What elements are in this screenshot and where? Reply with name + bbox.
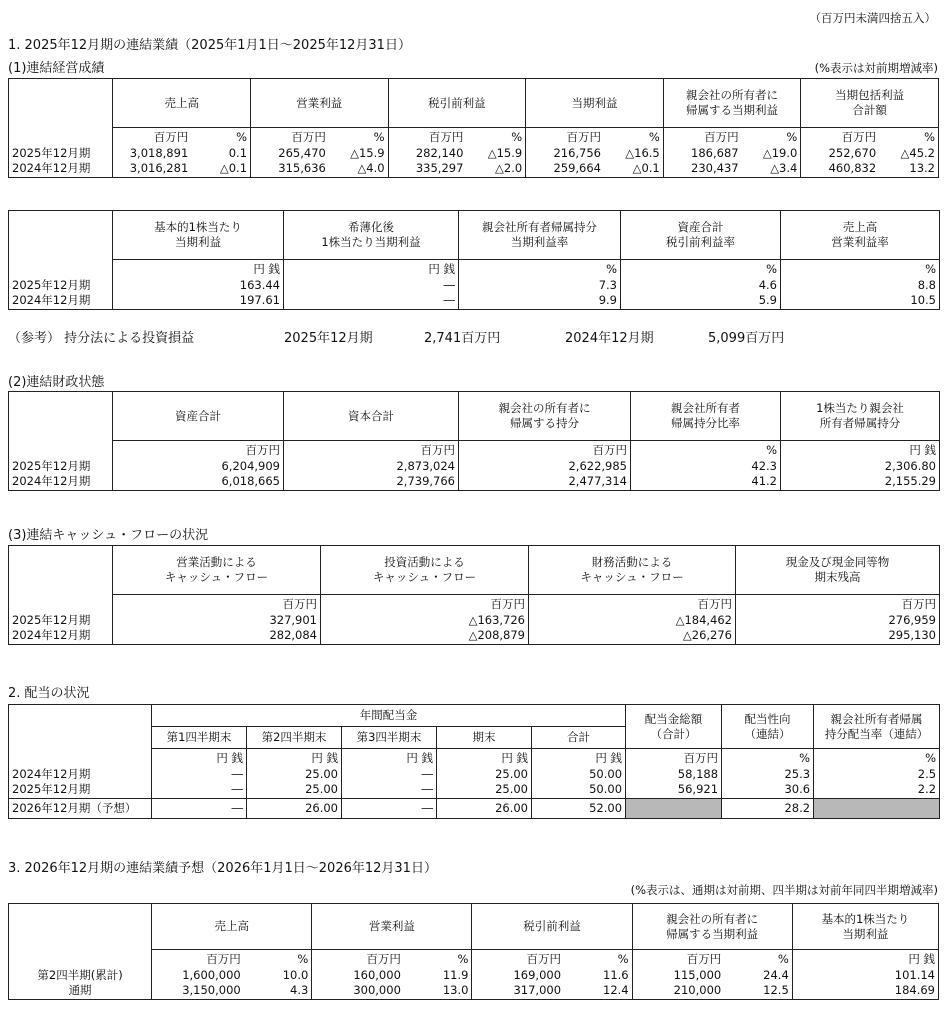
value-cell: △26,276: [529, 628, 736, 644]
cash-flow-table: [8, 545, 940, 645]
percent-note: (%表示は対前期増減率): [814, 61, 938, 75]
row-label: 2025年12月期: [9, 277, 113, 293]
corner-cell: [9, 546, 113, 595]
value-cell: [626, 798, 722, 818]
value-cell: 2,873,024: [284, 458, 459, 474]
value-cell: 230,437: [663, 161, 741, 177]
unit-cell: 百万円: [626, 749, 722, 767]
unit-cell: %: [781, 260, 940, 278]
unit-cell: 百万円: [529, 595, 736, 613]
value-cell: 25.00: [247, 766, 342, 782]
unit-cell: 百万円: [801, 128, 879, 146]
value-cell: △0.1: [191, 161, 250, 177]
row-label: 2024年12月期: [9, 628, 113, 644]
column-header: 税引前利益: [472, 904, 632, 950]
label-cell: [9, 441, 113, 459]
row-label: 2026年12月期（予想）: [9, 798, 152, 818]
value-cell: △184,462: [529, 612, 736, 628]
unit-cell: %: [621, 260, 781, 278]
value-cell: 4.3: [244, 983, 312, 999]
value-cell: 58,188: [626, 766, 722, 782]
unit-cell: 百万円: [736, 595, 940, 613]
label-cell: [9, 950, 152, 968]
value-cell: 327,901: [113, 612, 321, 628]
column-header: 親会社の所有者に 帰属する持分: [459, 392, 631, 441]
value-cell: △15.9: [466, 145, 525, 161]
sub-column-header: 合計: [532, 727, 626, 749]
unit-cell: 百万円: [472, 950, 564, 968]
value-cell: △45.2: [879, 145, 938, 161]
unit-cell: %: [329, 128, 388, 146]
value-cell: 6,018,665: [113, 474, 284, 490]
value-cell: △4.0: [329, 161, 388, 177]
value-cell: 210,000: [632, 983, 724, 999]
unit-cell: %: [404, 950, 472, 968]
corner-cell: [9, 79, 113, 128]
value-cell: 2,622,985: [459, 458, 631, 474]
value-cell: 50.00: [532, 766, 626, 782]
label-cell: [9, 595, 113, 613]
column-header: 親会社の所有者に 帰属する当期利益: [632, 904, 792, 950]
value-cell: 3,018,891: [113, 145, 191, 161]
operating-results-heading: (1)連結経営成績: [8, 61, 105, 76]
dividends-title: 2. 配当の状況: [8, 686, 90, 701]
column-header: 配当性向 （連結）: [722, 705, 814, 749]
value-cell: 28.2: [722, 798, 814, 818]
value-cell: 25.00: [437, 766, 532, 782]
column-header: 税引前利益: [388, 79, 526, 128]
dividends-table: [8, 704, 940, 819]
unit-cell: 円 銭: [342, 749, 437, 767]
value-cell: 26.00: [247, 798, 342, 818]
column-header: 財務活動による キャッシュ・フロー: [529, 546, 736, 595]
value-cell: 295,130: [736, 628, 940, 644]
unit-cell: 円 銭: [247, 749, 342, 767]
value-cell: 8.8: [781, 277, 940, 293]
value-cell: 186,687: [663, 145, 741, 161]
financial-position-heading: (2)連結財政状態: [8, 375, 105, 390]
unit-cell: %: [814, 749, 940, 767]
value-cell: ―: [152, 766, 247, 782]
value-cell: 2,477,314: [459, 474, 631, 490]
value-cell: 0.1: [191, 145, 250, 161]
unit-cell: 百万円: [113, 441, 284, 459]
value-cell: 9.9: [459, 293, 621, 309]
value-cell: 335,297: [388, 161, 466, 177]
value-cell: 12.5: [724, 983, 792, 999]
value-cell: ―: [342, 782, 437, 798]
value-cell: 3,016,281: [113, 161, 191, 177]
column-header: 投資活動による キャッシュ・フロー: [321, 546, 529, 595]
reference-period-1: 2025年12月期: [284, 331, 373, 346]
value-cell: △2.0: [466, 161, 525, 177]
unit-cell: %: [631, 441, 781, 459]
value-cell: 2.2: [814, 782, 940, 798]
value-cell: 13.2: [879, 161, 938, 177]
column-header: 基本的1株当たり 当期利益: [792, 904, 938, 950]
reference-period-2: 2024年12月期: [565, 331, 654, 346]
corner-cell: [9, 211, 113, 260]
column-header: 営業活動による キャッシュ・フロー: [113, 546, 321, 595]
reference-value-1: 2,741百万円: [424, 331, 501, 346]
value-cell: ―: [284, 293, 459, 309]
value-cell: 2,739,766: [284, 474, 459, 490]
value-cell: 7.3: [459, 277, 621, 293]
value-cell: ―: [342, 766, 437, 782]
section1-title: 1. 2025年12月期の連結業績（2025年1月1日～2025年12月31日）: [8, 38, 411, 53]
value-cell: 42.3: [631, 458, 781, 474]
value-cell: 25.00: [437, 782, 532, 798]
value-cell: 282,084: [113, 628, 321, 644]
column-header: 資産合計: [113, 392, 284, 441]
value-cell: 2.5: [814, 766, 940, 782]
column-header: 親会社の所有者に 帰属する当期利益: [663, 79, 801, 128]
rounding-note: （百万円未満四捨五入）: [809, 11, 936, 25]
unit-cell: 百万円: [526, 128, 604, 146]
unit-cell: 百万円: [388, 128, 466, 146]
value-cell: 11.6: [564, 967, 632, 983]
column-header: 当期利益: [526, 79, 664, 128]
value-cell: ―: [152, 798, 247, 818]
value-cell: 6,204,909: [113, 458, 284, 474]
cash-flow-heading: (3)連結キャッシュ・フローの状況: [8, 528, 209, 543]
unit-cell: %: [724, 950, 792, 968]
value-cell: 265,470: [251, 145, 329, 161]
per-share-ratios-table: [8, 210, 940, 310]
label-cell: [9, 260, 113, 278]
value-cell: △19.0: [742, 145, 801, 161]
equity-method-reference: [8, 327, 908, 346]
column-header: 基本的1株当たり 当期利益: [113, 211, 284, 260]
value-cell: 41.2: [631, 474, 781, 490]
value-cell: 115,000: [632, 967, 724, 983]
value-cell: △0.1: [604, 161, 663, 177]
corner-cell: [9, 705, 152, 749]
unit-cell: %: [244, 950, 312, 968]
column-header: 親会社所有者帰属持分 当期利益率: [459, 211, 621, 260]
value-cell: 24.4: [724, 967, 792, 983]
sub-column-header: 期末: [437, 727, 532, 749]
column-header: 親会社所有者帰属 持分配当率（連結）: [814, 705, 940, 749]
value-cell: 169,000: [472, 967, 564, 983]
row-label: 2024年12月期: [9, 766, 152, 782]
column-header: 当期包括利益 合計額: [801, 79, 939, 128]
row-label: 2024年12月期: [9, 161, 113, 177]
value-cell: 252,670: [801, 145, 879, 161]
column-header: 資本合計: [284, 392, 459, 441]
row-label: 通期: [9, 983, 152, 999]
unit-cell: %: [722, 749, 814, 767]
column-header: 売上高: [113, 79, 251, 128]
column-header: 親会社所有者 帰属持分比率: [631, 392, 781, 441]
unit-cell: 百万円: [312, 950, 404, 968]
value-cell: △163,726: [321, 612, 529, 628]
value-cell: 10.5: [781, 293, 940, 309]
corner-cell: [9, 392, 113, 441]
value-cell: 160,000: [312, 967, 404, 983]
unit-cell: 円 銭: [113, 260, 284, 278]
value-cell: 52.00: [532, 798, 626, 818]
column-header: 資産合計 税引前利益率: [621, 211, 781, 260]
label-cell: [9, 128, 113, 146]
unit-cell: %: [466, 128, 525, 146]
unit-cell: 円 銭: [792, 950, 938, 968]
unit-cell: 円 銭: [781, 441, 940, 459]
row-label: 第2四半期(累計): [9, 967, 152, 983]
value-cell: △15.9: [329, 145, 388, 161]
column-header: 売上高 営業利益率: [781, 211, 940, 260]
value-cell: [814, 798, 940, 818]
value-cell: ―: [284, 277, 459, 293]
value-cell: 282,140: [388, 145, 466, 161]
value-cell: 4.6: [621, 277, 781, 293]
value-cell: 25.3: [722, 766, 814, 782]
value-cell: 13.0: [404, 983, 472, 999]
column-header: 1株当たり親会社 所有者帰属持分: [781, 392, 940, 441]
value-cell: 101.14: [792, 967, 938, 983]
unit-cell: 百万円: [663, 128, 741, 146]
reference-value-2: 5,099百万円: [708, 331, 785, 346]
unit-cell: %: [604, 128, 663, 146]
sub-column-header: 第3四半期末: [342, 727, 437, 749]
value-cell: 197.61: [113, 293, 284, 309]
forecast-note: (%表示は、通期は対前期、四半期は対前年同四半期増減率): [630, 883, 938, 897]
value-cell: 2,306.80: [781, 458, 940, 474]
row-label: 2025年12月期: [9, 458, 113, 474]
unit-cell: 百万円: [113, 595, 321, 613]
unit-cell: 円 銭: [532, 749, 626, 767]
value-cell: 259,664: [526, 161, 604, 177]
value-cell: 460,832: [801, 161, 879, 177]
unit-cell: %: [564, 950, 632, 968]
row-label: 2025年12月期: [9, 145, 113, 161]
sub-column-header: 第2四半期末: [247, 727, 342, 749]
unit-cell: 百万円: [459, 441, 631, 459]
value-cell: △208,879: [321, 628, 529, 644]
row-label: 2025年12月期: [9, 782, 152, 798]
value-cell: ―: [342, 798, 437, 818]
value-cell: 216,756: [526, 145, 604, 161]
value-cell: 25.00: [247, 782, 342, 798]
annual-dividend-header: 年間配当金: [152, 705, 626, 727]
row-label: 2025年12月期: [9, 612, 113, 628]
unit-cell: 円 銭: [284, 260, 459, 278]
column-header: 営業利益: [251, 79, 389, 128]
row-label: 2024年12月期: [9, 293, 113, 309]
unit-cell: 百万円: [284, 441, 459, 459]
column-header: 希薄化後 1株当たり当期利益: [284, 211, 459, 260]
unit-cell: 円 銭: [152, 749, 247, 767]
unit-cell: %: [191, 128, 250, 146]
unit-cell: 百万円: [251, 128, 329, 146]
unit-cell: 百万円: [632, 950, 724, 968]
value-cell: 5.9: [621, 293, 781, 309]
corner-cell: [9, 904, 152, 950]
unit-cell: %: [879, 128, 938, 146]
value-cell: 163.44: [113, 277, 284, 293]
value-cell: 276,959: [736, 612, 940, 628]
value-cell: 3,150,000: [152, 983, 244, 999]
sub-column-header: 第1四半期末: [152, 727, 247, 749]
value-cell: 26.00: [437, 798, 532, 818]
unit-cell: %: [459, 260, 621, 278]
reference-label: （参考） 持分法による投資損益: [8, 331, 195, 346]
column-header: 現金及び現金同等物 期末残高: [736, 546, 940, 595]
value-cell: 50.00: [532, 782, 626, 798]
column-header: 営業利益: [312, 904, 472, 950]
value-cell: ―: [152, 782, 247, 798]
value-cell: 184.69: [792, 983, 938, 999]
value-cell: 317,000: [472, 983, 564, 999]
value-cell: △16.5: [604, 145, 663, 161]
value-cell: 56,921: [626, 782, 722, 798]
value-cell: 30.6: [722, 782, 814, 798]
column-header: 配当金総額 （合計）: [626, 705, 722, 749]
unit-cell: 百万円: [152, 950, 244, 968]
forecast-table: [8, 903, 939, 1000]
value-cell: 1,600,000: [152, 967, 244, 983]
row-label: 2024年12月期: [9, 474, 113, 490]
column-header: 売上高: [152, 904, 312, 950]
value-cell: 300,000: [312, 983, 404, 999]
operating-results-table: [8, 78, 939, 178]
unit-cell: %: [742, 128, 801, 146]
value-cell: 11.9: [404, 967, 472, 983]
value-cell: 10.0: [244, 967, 312, 983]
forecast-title: 3. 2026年12月期の連結業績予想（2026年1月1日～2026年12月31日）: [8, 861, 437, 876]
value-cell: △3.4: [742, 161, 801, 177]
value-cell: 12.4: [564, 983, 632, 999]
value-cell: 2,155.29: [781, 474, 940, 490]
value-cell: 315,636: [251, 161, 329, 177]
unit-cell: 百万円: [321, 595, 529, 613]
label-cell: [9, 749, 152, 767]
unit-cell: 百万円: [113, 128, 191, 146]
financial-position-table: [8, 391, 940, 491]
unit-cell: 円 銭: [437, 749, 532, 767]
